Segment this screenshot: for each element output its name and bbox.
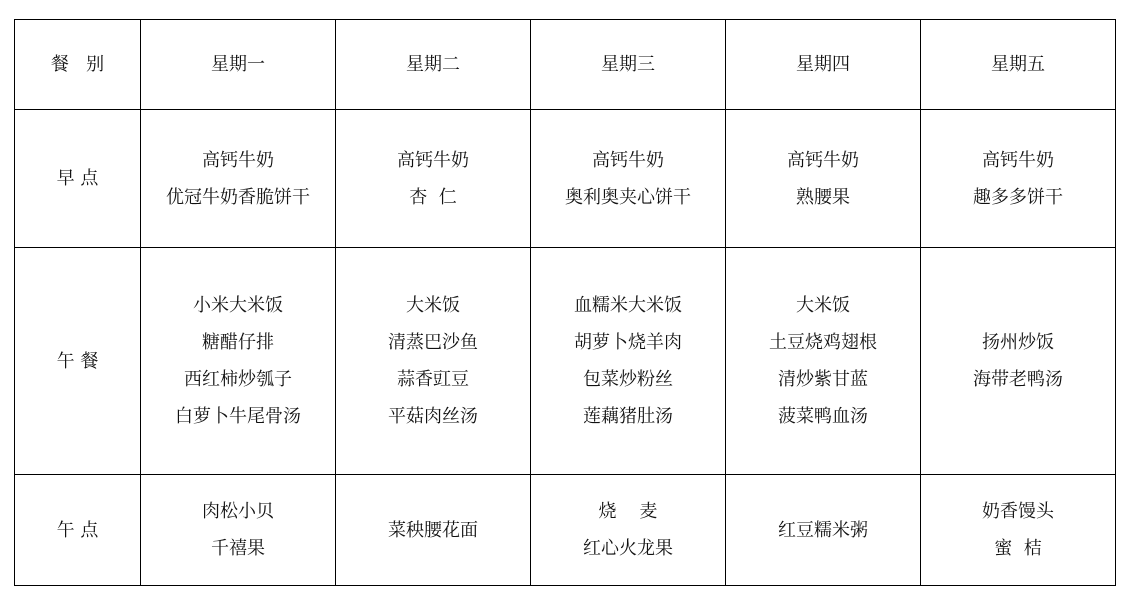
menu-cell-wednesday [531,475,726,586]
breakfast-snack-row [15,110,1116,248]
menu-item: 蒜香豇豆 [397,369,469,390]
menu-item: 清蒸巴沙鱼 [388,332,478,353]
menu-item: 高钙牛奶 [787,149,859,171]
menu-item: 奥利奥夹心饼干 [565,186,691,208]
menu-item: 平菇肉丝汤 [388,406,478,427]
menu-item: 小米大米饭 [193,295,283,316]
weekly-menu-table [14,19,1116,586]
menu-item: 扬州炒饭 [982,332,1054,353]
menu-cell-monday [141,110,336,248]
menu-item: 红豆糯米粥 [778,519,868,541]
menu-cell-friday [921,248,1116,475]
day-header-monday: 星期一 [141,20,336,110]
menu-cell-monday [141,248,336,475]
menu-item: 杏 仁 [409,186,457,208]
header-row [15,20,1116,110]
menu-item: 土豆烧鸡翅根 [769,332,877,353]
menu-item: 红心火龙果 [583,538,673,559]
menu-cell-tuesday [336,248,531,475]
menu-item: 熟腰果 [796,186,850,208]
afternoon-snack-row [15,475,1116,586]
menu-item: 海带老鸭汤 [973,369,1063,390]
menu-cell-monday [141,475,336,586]
day-header-thursday: 星期四 [726,20,921,110]
menu-cell-wednesday [531,110,726,248]
menu-cell-friday [921,475,1116,586]
menu-item: 千禧果 [211,538,265,559]
meal-label: 午 餐 [15,248,141,475]
meal-column-header: 餐 别 [15,20,141,110]
menu-item: 糖醋仔排 [202,332,274,353]
menu-item: 血糯米大米饭 [574,295,682,316]
menu-item: 清炒紫甘蓝 [778,369,868,390]
menu-cell-thursday [726,475,921,586]
menu-item: 蜜 桔 [994,538,1042,559]
menu-item: 胡萝卜烧羊肉 [574,332,682,353]
menu-item: 莲藕猪肚汤 [583,406,673,427]
menu-item: 高钙牛奶 [397,149,469,171]
menu-cell-friday [921,110,1116,248]
menu-cell-thursday [726,248,921,475]
day-header-tuesday: 星期二 [336,20,531,110]
menu-item: 大米饭 [796,295,850,316]
day-header-friday: 星期五 [921,20,1116,110]
menu-item: 菜秧腰花面 [388,519,478,541]
menu-cell-tuesday [336,475,531,586]
menu-cell-thursday [726,110,921,248]
menu-item: 烧 麦 [598,501,658,522]
meal-label: 早 点 [15,110,141,248]
menu-item: 白萝卜牛尾骨汤 [175,406,301,427]
menu-item: 高钙牛奶 [202,149,274,171]
lunch-row [15,248,1116,475]
day-header-wednesday: 星期三 [531,20,726,110]
menu-item: 菠菜鸭血汤 [778,406,868,427]
menu-item: 高钙牛奶 [592,149,664,171]
menu-cell-wednesday [531,248,726,475]
menu-item: 趣多多饼干 [973,186,1063,208]
menu-item: 西红柿炒瓠子 [184,369,292,390]
menu-item: 包菜炒粉丝 [583,369,673,390]
menu-item: 优冠牛奶香脆饼干 [166,186,310,208]
meal-label: 午 点 [15,475,141,586]
menu-item: 高钙牛奶 [982,149,1054,171]
menu-cell-tuesday [336,110,531,248]
menu-item: 奶香馒头 [982,501,1054,522]
menu-item: 肉松小贝 [202,501,274,522]
menu-item: 大米饭 [406,295,460,316]
